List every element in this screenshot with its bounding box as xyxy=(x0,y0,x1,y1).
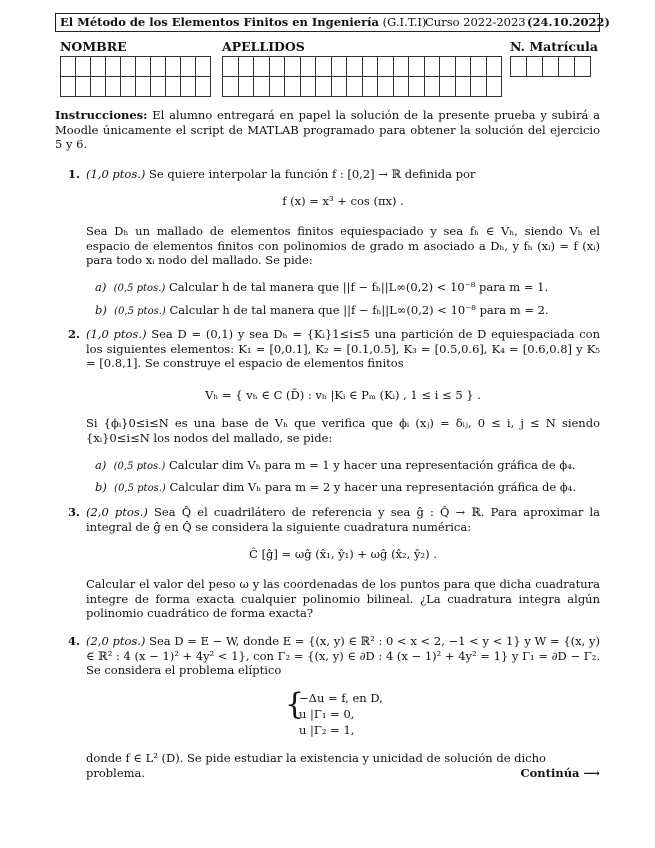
problem-2-number: 2. xyxy=(68,327,81,341)
problem-4-body: donde f ∈ L² (D). Se pide estudiar la existencia y unicidad de solución de dicho problema. xyxy=(86,751,546,780)
problem-2b: b) (0,5 ptos.) Calcular dim Vₕ para m = 2 y hacer una representación gráfica de ϕ₄. xyxy=(95,480,576,494)
problem-1-formula: f (x) = x³ + cos (πx) . xyxy=(282,194,404,208)
surname-label: APELLIDOS xyxy=(222,39,305,54)
name-label: NOMBRE xyxy=(60,39,127,54)
problem-2-body: Si {ϕᵢ}0≤i≤N es una base de Vₕ que verifica que ϕᵢ (xⱼ) = δᵢⱼ, 0 ≤ i, j ≤ N siendo {xᵢ}0≤i≤N los nodos del mallado, se pide: xyxy=(86,416,600,445)
problem-1a: a) (0,5 ptos.) Calcular h de tal manera que ||f − fₕ||L∞(0,2) < 10⁻⁸ para m = 1. xyxy=(95,280,549,294)
name-grid[interactable] xyxy=(60,56,211,97)
problem-4-statement: (2,0 ptos.) Sea D = E − W, donde E = {(x, y) ∈ ℝ² : 0 < x < 2, −1 < y < 1} y W = {(x, y) ∈ ℝ² : 4 (x − 1)² + 4y² < 1}, con Γ₂ = {(x, y) ∈ ∂D : 4 (x − 1)² + 4y² = 1} y Γ₁ = ∂D − Γ₂. Se considera el problema elíptico xyxy=(86,634,600,677)
problem-3-formula: Ĉ [ĝ] = ωĝ (x̂₁, ŷ₁) + ωĝ (x̂₂, ŷ₂) . xyxy=(249,547,437,561)
problem-1-number: 1. xyxy=(68,167,81,181)
problem-2a: a) (0,5 ptos.) Calcular dim Vₕ para m = 1 y hacer una representación gráfica de ϕ₄. xyxy=(95,458,576,472)
exam-title: El Método de los Elementos Finitos en Ingeniería (G.I.T.I) xyxy=(60,15,427,29)
surname-grid[interactable] xyxy=(222,56,502,97)
course-year: Curso 2022-2023 xyxy=(425,15,526,29)
problem-3-body: Calcular el valor del peso ω y las coordenadas de los puntos para que dicha cuadratura integre de forma exacta cualquier polinomio bilineal. ¿La cuadratura integra algún polinomio cuadrático de forma exacta? xyxy=(86,577,600,620)
instructions: Instrucciones: El alumno entregará en papel la solución de la presente prueba y subirá a Moodle únicamente el script de MATLAB programado para obtener la solución del ejercicio 5 y 6. xyxy=(55,108,600,151)
problem-3-number: 3. xyxy=(68,505,81,519)
problem-4-system-eq3: u |Γ₂ = 1, xyxy=(299,723,355,737)
problem-1-statement: (1,0 ptos.) Se quiere interpolar la función f : [0,2] → ℝ definida por xyxy=(86,167,476,181)
problem-4-system-eq1: −Δu = f, en D, xyxy=(299,691,383,705)
problem-1-body: Sea Dₕ un mallado de elementos finitos equiespaciado y sea fₕ ∈ Vₕ, siendo Vₕ el espacio de elementos finitos con polinomios de grado m asociado a Dₕ, y fₕ (xᵢ) = f (xᵢ) para todo xᵢ nodo del mallado. Se pide: xyxy=(86,224,600,267)
id-number-grid[interactable] xyxy=(510,56,591,77)
problem-1b: b) (0,5 ptos.) Calcular h de tal manera que ||f − fₕ||L∞(0,2) < 10⁻⁸ para m = 2. xyxy=(95,303,549,317)
exam-header xyxy=(55,13,610,32)
problem-3-statement: (2,0 ptos.) Sea Q̂ el cuadrilátero de referencia y sea ĝ : Q̂ → ℝ. Para aproximar la integral de ĝ en Q̂ se considera la siguiente cuadratura numérica: xyxy=(86,505,600,534)
continue-label: Continúa ⟶ xyxy=(520,766,600,780)
problem-2-formula: Vₕ = { vₕ ∈ C (D̄) : vₕ |Kᵢ ∈ Pₘ (Kᵢ) , 1 ≤ i ≤ 5 } . xyxy=(205,388,481,402)
problem-2-statement: (1,0 ptos.) Sea D = (0,1) y sea Dₕ = {Kᵢ}1≤i≤5 una partición de D equiespaciada con los siguientes elementos: K₁ = [0,0.1], K₂ = [0.1,0.5], K₃ = [0.5,0.6], K₄ = [0.6,0.8] y K₅ = [0.8,1]. Se construye el espacio de elementos finitos xyxy=(86,327,600,370)
system-left-brace: { xyxy=(285,687,305,722)
problem-4-system-eq2: u |Γ₁ = 0, xyxy=(299,707,355,721)
problem-4-number: 4. xyxy=(68,634,81,648)
id-number-label: N. Matrícula xyxy=(510,39,598,54)
exam-date: (24.10.2022) xyxy=(527,15,610,29)
